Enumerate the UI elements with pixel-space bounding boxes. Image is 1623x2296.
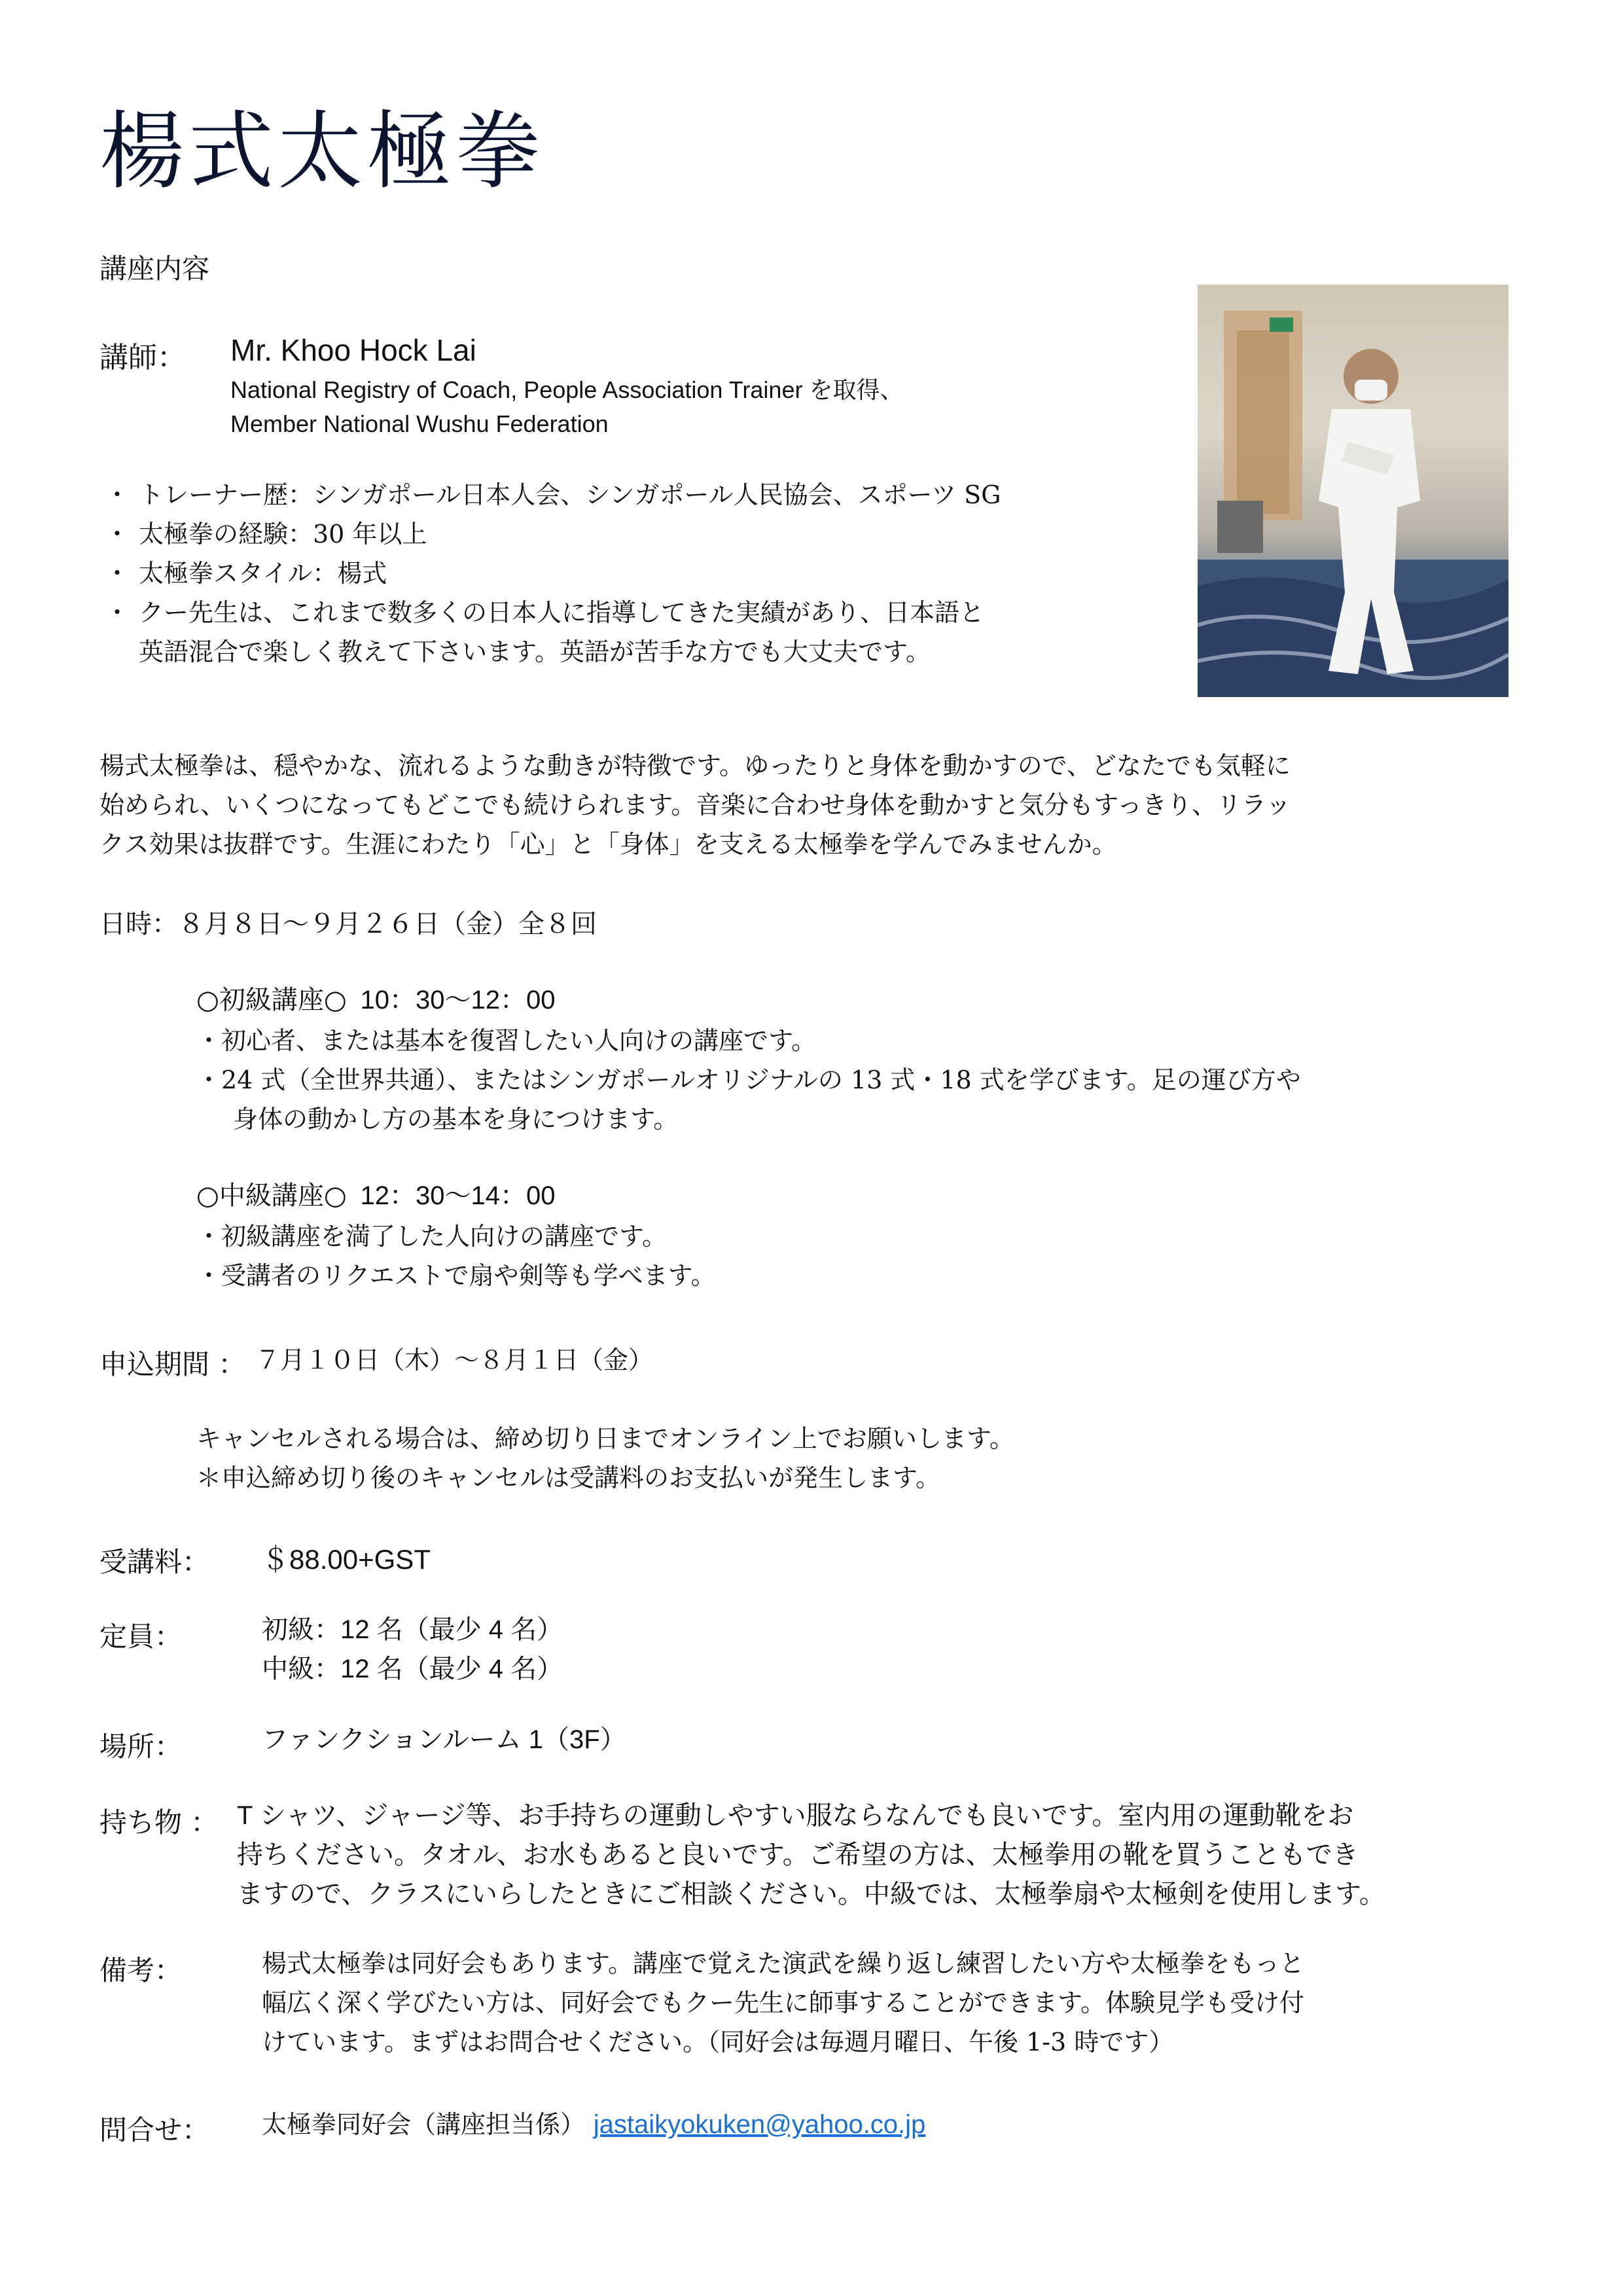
beginner-details: ・初心者、または基本を復習したい人向けの講座です。 ・24 式（全世界共通）、またはシンガポールオリジナルの 13 式・18 式を学びます。足の運び方や 身体の動かし方の基本を身につけます。 <box>196 1026 1301 1134</box>
capacity-values: 初級：12 名（最少 4 名） 中級：12 名（最少 4 名） <box>262 1615 563 1683</box>
items-text: T シャツ、ジャージ等、お手持ちの運動しやすい服ならなんでも良いです。室内用の運動靴をお 持ちください。タオル、お水もあると良いです。ご希望の方は、太極拳用の靴を買うこともでき ますので、クラスにいらしたときにご相談ください。中級では、太極拳扇や太極剣を使用します。 <box>237 1801 1385 1909</box>
contact-email-link[interactable]: jastaikyokuken@yahoo.co.jp <box>593 2110 926 2139</box>
list-item: ・ トレーナー歴：シンガポール日本人会、シンガポール人民協会、スポーツ SG <box>105 480 1001 509</box>
contact-label: 問合せ： <box>99 2114 210 2146</box>
place-value: ファンクションルーム 1（3F） <box>262 1725 626 1754</box>
list-item: ・ 太極拳スタイル：楊式 <box>105 559 387 588</box>
contact-line <box>262 2105 925 2144</box>
beginner-heading: ○初級講座○ 10：30〜12：00 <box>196 985 556 1015</box>
application-label: 申込期間 ： <box>99 1348 246 1380</box>
intermediate-details: ・初級講座を満了した人向けの講座です。 ・受講者のリクエストで扇や剣等も学べます。 <box>196 1222 716 1290</box>
intermediate-heading: ○中級講座○ 12：30〜14：00 <box>196 1181 556 1211</box>
application-period: ７月１０日（木）〜８月１日（金） <box>255 1346 654 1374</box>
list-item: ・ クー先生は、これまで数多くの日本人に指導してきた実績があり、日本語と <box>105 598 985 627</box>
credential-line: National Registry of Coach, People Association Trainer を取得、 <box>230 376 904 403</box>
contact-org: 太極拳同好会（講座担当係） <box>262 2110 586 2139</box>
intro-paragraph: 楊式太極拳は、穏やかな、流れるような動きが特徴です。ゆったりと身体を動かすので、どなたでも気軽に 始められ、いくつになってもどこでも続けられます。音楽に合わせ身体を動かすと気分もすっきり、リラッ クス効果は抜群です。生涯にわたり「心」と「身体」を支える太極拳を学んでみませんか。 <box>99 751 1291 859</box>
place-label: 場所： <box>99 1731 183 1763</box>
capacity-label: 定員： <box>99 1621 183 1653</box>
list-item-continuation: 英語混合で楽しく教えて下さいます。英語が苦手な方でも大丈夫です。 <box>139 637 931 666</box>
instructor-name: Mr. Khoo Hock Lai <box>230 333 476 367</box>
page-title: 楊式太極拳 <box>99 101 545 201</box>
list-item: ・ 太極拳の経験：30 年以上 <box>105 520 427 548</box>
credential-line: Member National Wushu Federation <box>230 410 609 437</box>
instructor-credentials <box>230 373 903 441</box>
instructor-bullets <box>105 475 1185 672</box>
schedule: 日時：８月８日〜９月２６日（金）全８回 <box>99 909 597 939</box>
cancellation-notes: キャンセルされる場合は、締め切り日までオンライン上でお願いします。 ＊申込締め切り後のキャンセルは受講料のお支払いが発生します。 <box>196 1424 1014 1492</box>
fee-label: 受講料： <box>99 1546 210 1578</box>
remarks-label: 備考： <box>99 1954 183 1986</box>
section-heading: 講座内容 <box>99 253 210 285</box>
instructor-label: 講師： <box>99 341 186 374</box>
instructor-photo <box>1198 285 1508 697</box>
items-label: 持ち物 ： <box>99 1806 219 1839</box>
fee-value: ＄88.00+GST <box>262 1544 431 1575</box>
remarks-text: 楊式太極拳は同好会もあります。講座で覚えた演武を繰り返し練習したい方や太極拳をもっと 幅広く深く学びたい方は、同好会でもクー先生に師事することができます。体験見学も受け付 けています。まずはお問合せください。（同好会は毎週月曜日、午後 1-3 時です） <box>262 1949 1304 2056</box>
